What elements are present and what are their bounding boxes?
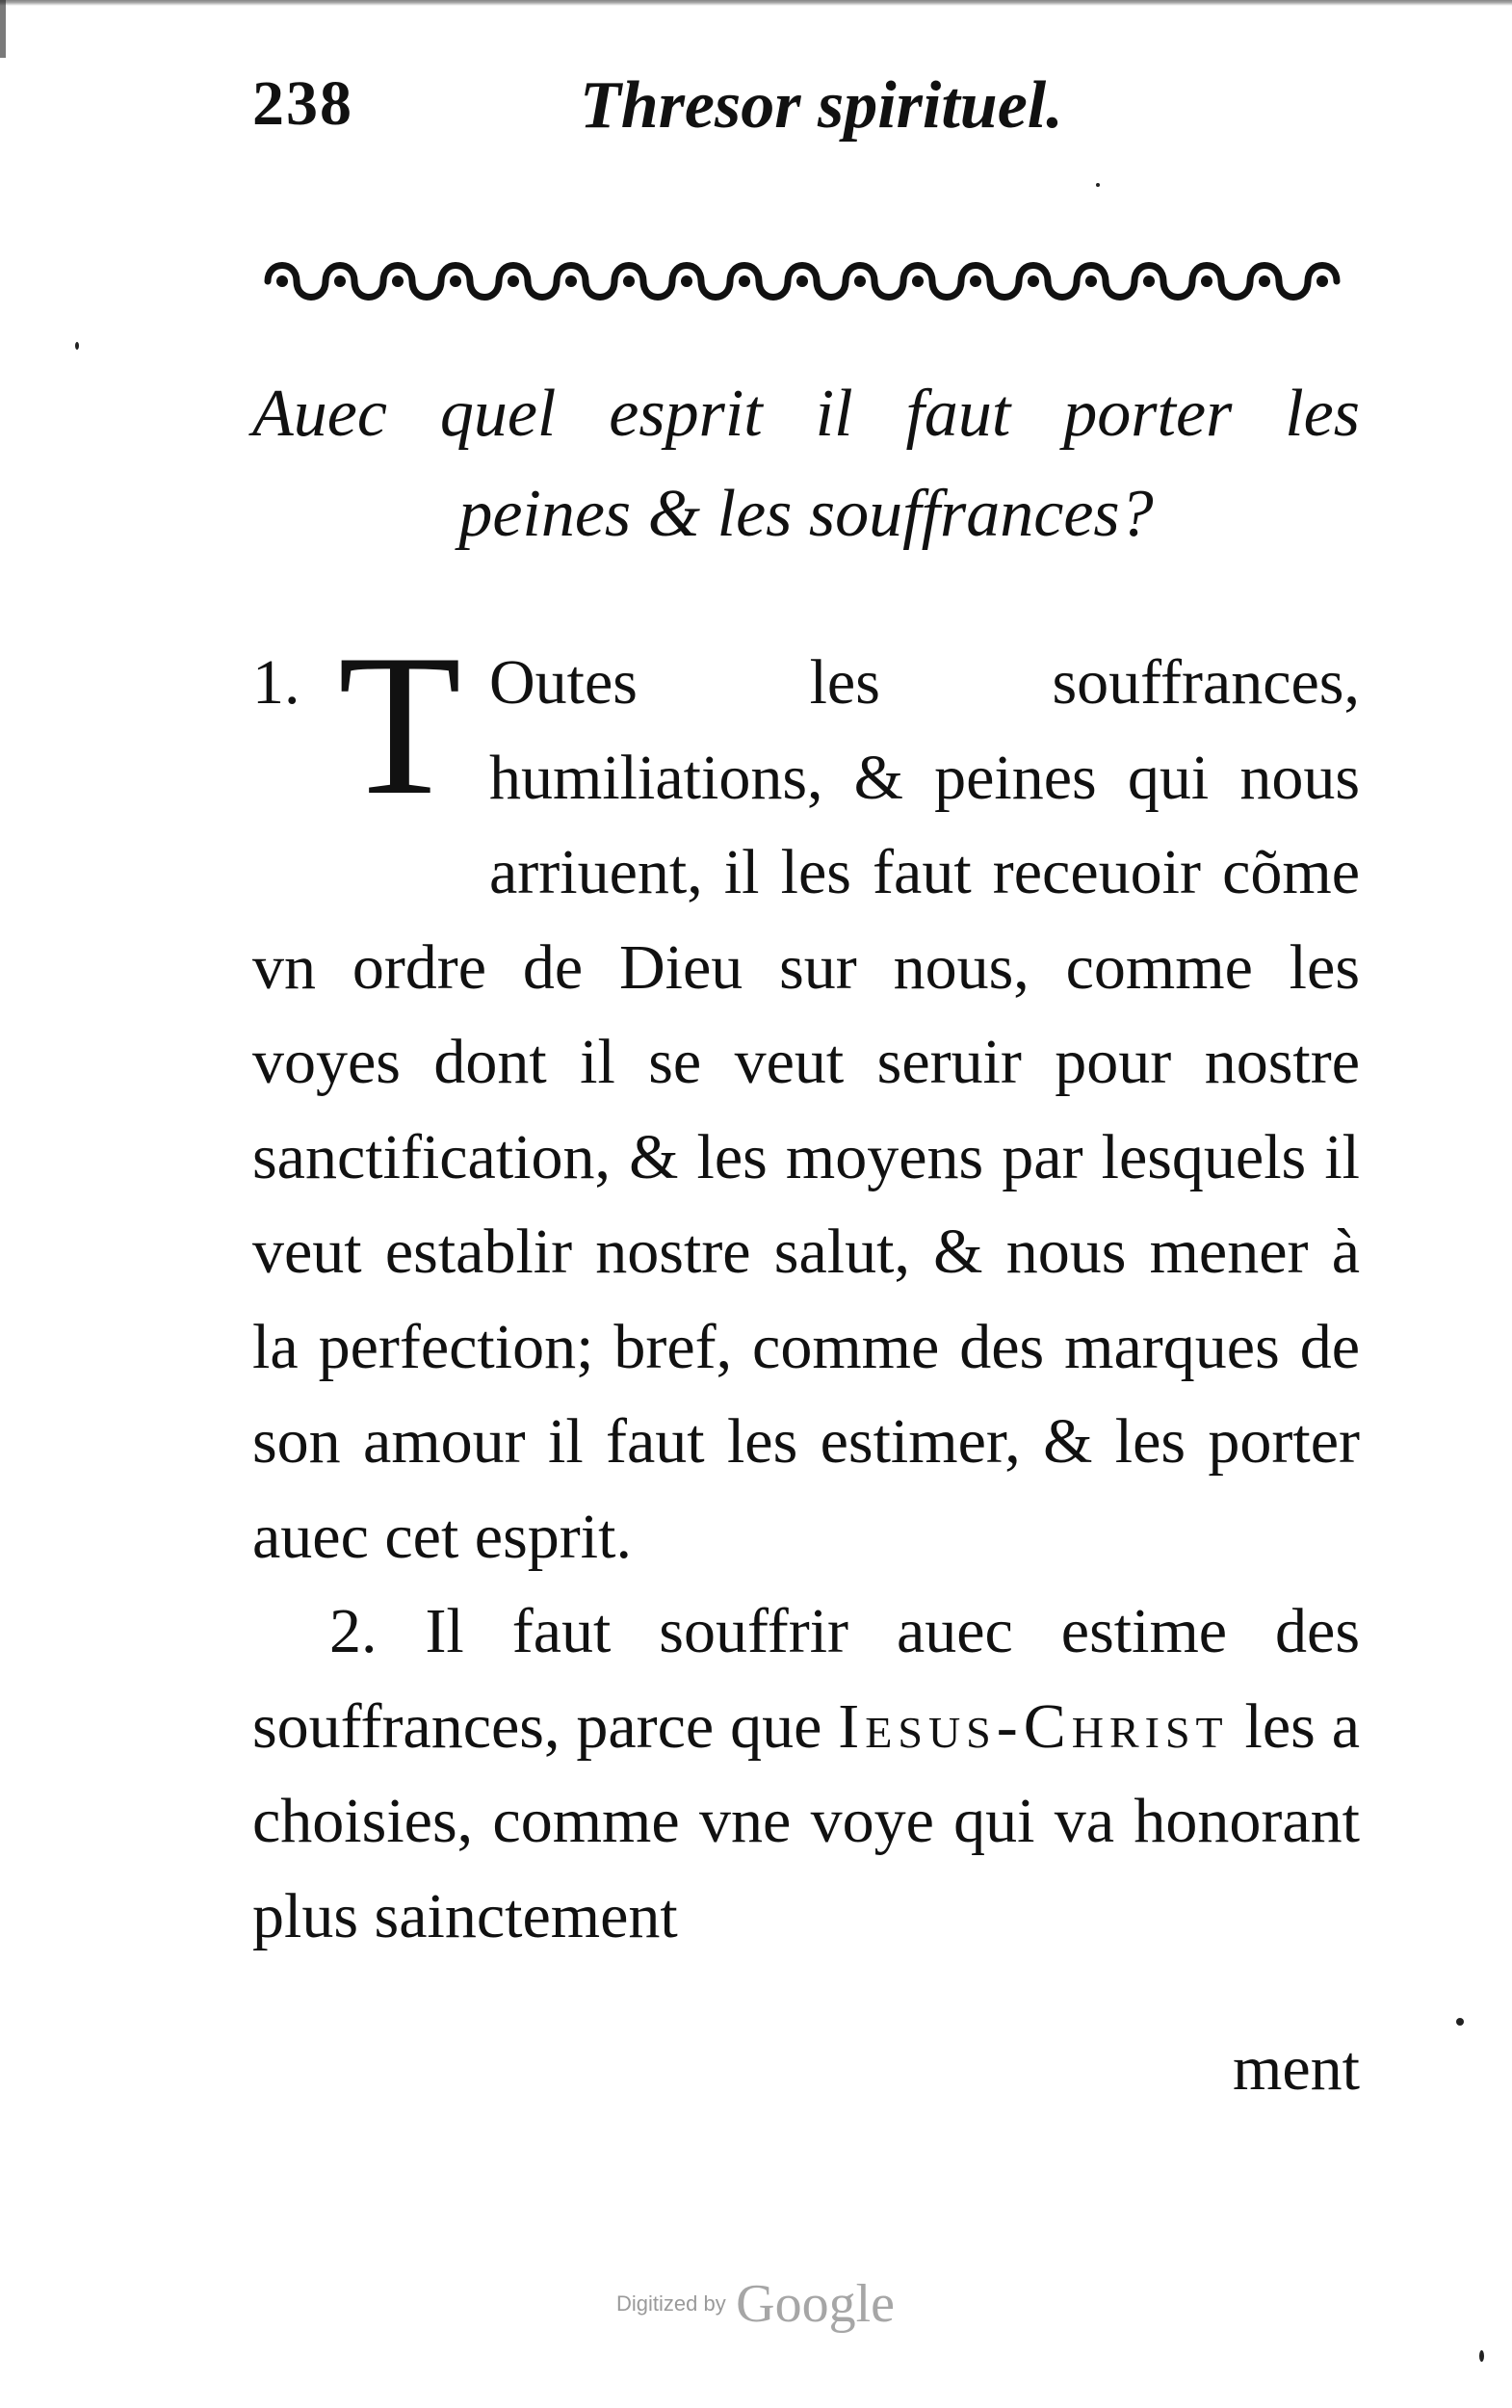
- ornamental-headpiece: [258, 252, 1360, 310]
- ink-speck: [1456, 2018, 1464, 2026]
- paragraph-2-name: Iesus-Christ: [838, 1690, 1229, 1762]
- paragraph-2-number: 2.: [329, 1596, 378, 1666]
- chapter-title-line-2: peines & les souffrances?: [458, 477, 1154, 551]
- ink-speck: [1479, 2350, 1484, 2362]
- drop-cap-letter: T: [337, 614, 462, 837]
- watermark-prefix: Digitized by: [616, 2291, 726, 2316]
- ink-speck: [1096, 183, 1100, 187]
- paragraph-2: [252, 1584, 1360, 1964]
- running-head: [252, 60, 1360, 166]
- google-logo: Google: [736, 2274, 896, 2334]
- page-left-edge-shadow: [0, 0, 6, 58]
- chapter-title: [252, 364, 1360, 564]
- page-top-edge-shadow: [0, 0, 1512, 6]
- paragraph-1-number: 1.: [252, 647, 300, 718]
- paragraph-2-text-before: Il faut souffrir auec estime des souffrances, parce que: [252, 1596, 1361, 1762]
- page-number: 238: [252, 68, 353, 139]
- ink-speck: [75, 342, 79, 350]
- chapter-title-line-1: Auec quel esprit il faut porter les: [252, 377, 1360, 451]
- catchword: ment: [1233, 2033, 1360, 2104]
- running-title: Thresor spirituel.: [580, 68, 1063, 143]
- paragraph-1-text: Outes les souffrances, humiliations, & peines qui nous arriuent, il les faut receuoir cõme vn ordre de Dieu sur nous, comme les voyes dont il se veut seruir pour nostre sanctification, & les moyens par lesquels il veut establir nostre salut, & nous mener à la perfection; bref, comme des marques de son amour il faut les estimer, & les porter auec cet esprit.: [252, 647, 1360, 1572]
- digitization-watermark: [616, 2273, 895, 2341]
- body-text: [252, 614, 1361, 1964]
- paragraph-2-text-after: les a choisies, comme vne voye qui va honorant plus sainctement: [252, 1690, 1361, 1951]
- paragraph-1: [252, 614, 1360, 1584]
